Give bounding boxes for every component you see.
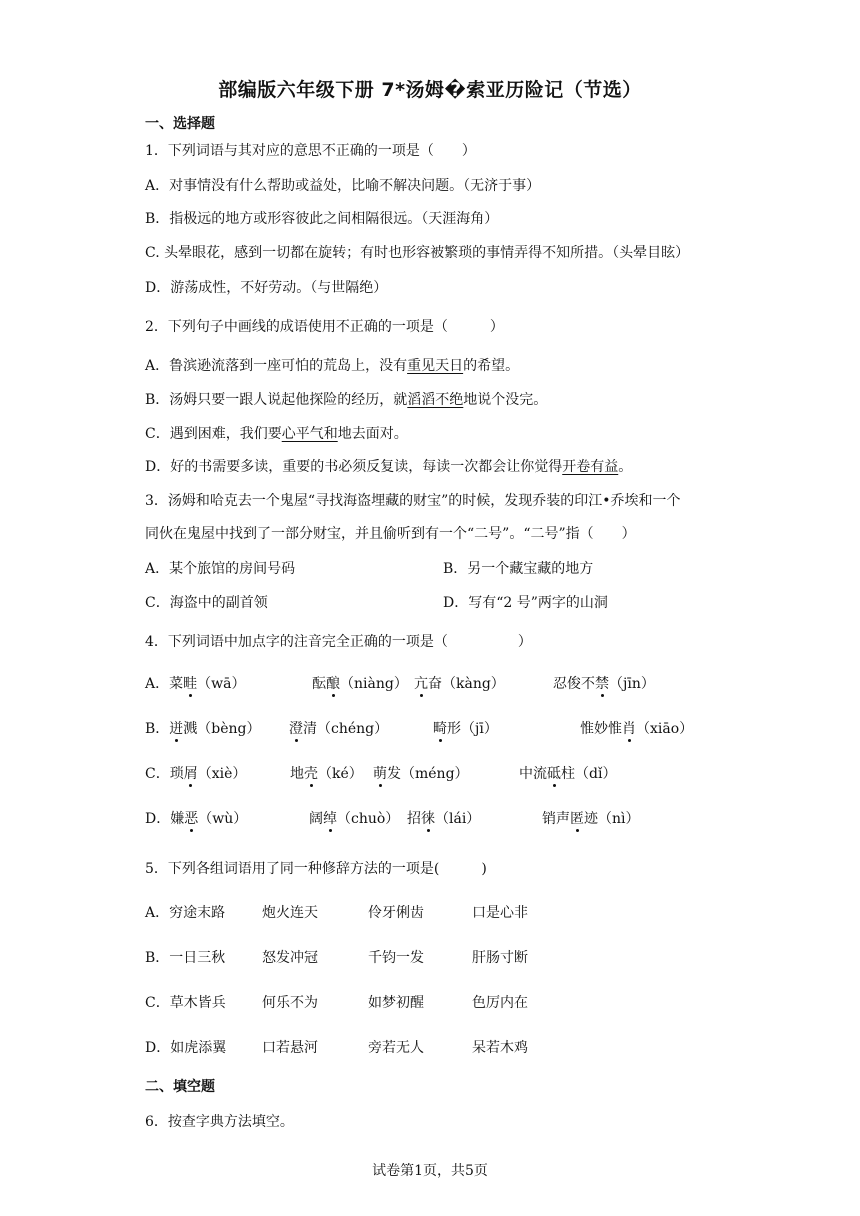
q1-option-b: B．指极远的地方或形容彼此之间相隔很远。（天涯海角）: [145, 211, 499, 227]
q4-a-label: A．: [145, 676, 170, 692]
q5-option-a-2: 炮火连天: [262, 905, 318, 921]
q4-a-pinyin4: （jīn）: [609, 676, 655, 692]
q5-option-d-3: 旁若无人: [368, 1040, 424, 1056]
q5-option-a-3: 伶牙俐齿: [368, 905, 424, 921]
q4-c-pinyin1: （xiè）: [197, 766, 247, 782]
q5-option-b-2: 怒发冲冠: [262, 950, 318, 966]
q4-a-dotted-char4: 禁: [595, 676, 609, 692]
q5-option-d-1: D．如虎添翼: [145, 1040, 227, 1056]
q3-stem-line2: 同伙在鬼屋中找到了一部分财宝，并且偷听到有一个“二号”。“二号”指（ ）: [145, 526, 636, 542]
q6-stem: 6．按查字典方法填空。: [145, 1114, 294, 1130]
q4-option-d-word4: [542, 808, 640, 828]
q4-d-word2: 阔: [309, 811, 323, 827]
q4-option-a-word3: [414, 673, 505, 693]
q4-a-pinyin3: （kàng）: [442, 676, 505, 692]
q2-a-underlined-idiom: 重见天日: [407, 358, 464, 374]
q4-d-word4-end: 迹: [584, 811, 598, 827]
q4-b-pinyin1: （bèng）: [197, 721, 261, 737]
q4-d-label: D．: [145, 811, 171, 827]
section-heading-choice: 一、选择题: [145, 116, 215, 132]
q2-option-a: [145, 355, 519, 375]
q4-c-pinyin2: （ké）: [318, 766, 363, 782]
q4-b-pinyin4: （xiāo）: [636, 721, 694, 737]
q2-d-underlined-idiom: 开卷有益: [562, 459, 619, 475]
q4-d-dotted-char2: 绰: [323, 811, 337, 827]
q1-option-c: C. 头晕眼花，感到一切都在旋转；有时也形容被繁琐的事情弄得不知所措。（头晕目眩）: [145, 245, 690, 261]
q2-c-underlined-idiom: 心平气和: [281, 426, 338, 442]
q4-option-c-word2: [290, 763, 363, 783]
q2-c-text-end: 地去面对。: [337, 426, 408, 442]
q4-a-word3: 奋: [428, 676, 442, 692]
q4-b-word3: 形: [447, 721, 461, 737]
q3-option-a: A．某个旅馆的房间号码: [145, 561, 296, 577]
q4-d-word3: 招: [407, 811, 421, 827]
q1-stem: 1．下列词语与其对应的意思不正确的一项是（ ）: [145, 143, 476, 159]
q5-option-b-3: 千钧一发: [368, 950, 424, 966]
q4-d-pinyin3: （lái）: [435, 811, 481, 827]
q5-stem: 5．下列各组词语用了同一种修辞方法的一项是( ): [145, 861, 487, 877]
q4-option-c-word3: [373, 763, 469, 783]
q3-option-b: B．另一个藏宝藏的地方: [443, 561, 594, 577]
q2-a-text-end: 的希望。: [463, 358, 520, 374]
q4-a-dotted-char1: 畦: [183, 676, 198, 692]
q4-option-b: [145, 718, 261, 738]
q2-c-text: C．遇到困难，我们要: [145, 426, 282, 442]
q4-c-pinyin4: （dǐ）: [575, 766, 617, 782]
q5-option-a-4: 口是心非: [472, 905, 528, 921]
q4-d-pinyin1: （wù）: [198, 811, 248, 827]
q3-stem-line1: 3．汤姆和哈克去一个鬼屋“寻找海盗埋藏的财宝”的时候，发现乔装的印江•乔埃和一个: [145, 493, 681, 509]
q1-option-a: A．对事情没有什么帮助或益处，比喻不解决问题。（无济于事）: [145, 178, 541, 194]
q2-option-c: [145, 423, 408, 443]
q4-c-dotted-char1: 屑: [183, 766, 198, 782]
q2-b-underlined-idiom: 滔滔不绝: [407, 392, 464, 408]
q4-option-d: [145, 808, 247, 828]
q4-a-word2: 酝: [312, 676, 326, 692]
q2-d-text-end: 。: [618, 459, 633, 475]
q4-option-b-word2: [289, 718, 388, 738]
q4-option-a: [145, 673, 245, 693]
q4-option-a-word4: [553, 673, 655, 693]
q4-a-word4: 忍俊不: [553, 676, 595, 692]
q5-option-d-2: 口若悬河: [262, 1040, 318, 1056]
q4-b-word4: 惟妙惟: [580, 721, 622, 737]
q2-b-text: B．汤姆只要一跟人说起他探险的经历，就: [145, 392, 408, 408]
q4-b-word2: 清: [303, 721, 317, 737]
q4-a-dotted-char2: 酿: [326, 676, 340, 692]
q4-option-a-word2: [312, 673, 408, 693]
section-heading-fill: 二、填空题: [145, 1079, 215, 1095]
q4-option-b-word4: [580, 718, 693, 738]
q5-option-d-4: 呆若木鸡: [472, 1040, 528, 1056]
q4-d-dotted-char3: 徕: [421, 811, 435, 827]
q4-c-word2: 地: [290, 766, 304, 782]
q4-option-d-word3: [407, 808, 480, 828]
q4-c-dotted-char2: 壳: [304, 766, 318, 782]
q4-option-b-word3: [433, 718, 498, 738]
q5-option-a-1: A．穷途末路: [145, 905, 226, 921]
q3-option-d: D．写有“2 号”两字的山洞: [443, 595, 608, 611]
q5-option-c-1: C．草木皆兵: [145, 995, 226, 1011]
q2-option-d: [145, 456, 632, 476]
q4-b-dotted-char2: 澄: [289, 721, 303, 737]
q4-option-c: [145, 763, 246, 783]
q3-option-c: C．海盗中的副首领: [145, 595, 268, 611]
q4-c-word4: 中流: [519, 766, 547, 782]
q4-d-pinyin4: （nì）: [598, 811, 640, 827]
q5-option-c-4: 色厉内在: [472, 995, 528, 1011]
q4-d-dotted-char4: 匿: [570, 811, 584, 827]
q4-b-label: B．: [145, 721, 170, 737]
q4-b-word1: 溅: [183, 721, 198, 737]
q4-c-dotted-char3: 萌: [373, 766, 387, 782]
q4-c-dotted-char4: 砥: [547, 766, 561, 782]
q4-b-dotted-char1: 迸: [169, 721, 184, 737]
q4-stem: 4．下列词语中加点字的注音完全正确的一项是（ ）: [145, 634, 532, 650]
q4-c-word4-end: 柱: [561, 766, 575, 782]
q5-option-c-2: 何乐不为: [262, 995, 318, 1011]
q4-c-pinyin3: （méng）: [401, 766, 469, 782]
q5-option-b-4: 肝肠寸断: [472, 950, 528, 966]
q1-option-d: D．游荡成性，不好劳动。（与世隔绝）: [145, 280, 388, 296]
q4-c-word3: 发: [387, 766, 401, 782]
q4-b-dotted-char3: 畸: [433, 721, 447, 737]
q4-b-dotted-char4: 肖: [622, 721, 636, 737]
q2-b-text-end: 地说个没完。: [463, 392, 548, 408]
q4-a-dotted-char3: 亢: [414, 676, 428, 692]
q4-d-word4: 销声: [542, 811, 570, 827]
q4-option-d-word2: [309, 808, 399, 828]
q4-a-pinyin1: （wā）: [197, 676, 246, 692]
q2-a-text: A．鲁滨逊流落到一座可怕的荒岛上，没有: [145, 358, 408, 374]
q4-a-pinyin2: （niàng）: [340, 676, 408, 692]
page-title: 部编版六年级下册 7*汤姆�索亚历险记（节选）: [218, 79, 642, 101]
q2-option-b: [145, 389, 547, 409]
q4-option-c-word4: [519, 763, 616, 783]
page-footer: 试卷第1页，共5页: [372, 1163, 488, 1179]
q2-stem: 2．下列句子中画线的成语使用不正确的一项是（ ）: [145, 319, 504, 335]
q2-d-text: D．好的书需要多读，重要的书必须反复读，每读一次都会让你觉得: [145, 459, 563, 475]
q4-c-word1: 琐: [169, 766, 184, 782]
q4-d-dotted-char1: 恶: [184, 811, 199, 827]
q5-option-c-3: 如梦初醒: [368, 995, 424, 1011]
q4-a-word1: 菜: [169, 676, 184, 692]
q4-b-pinyin2: （chéng）: [317, 721, 389, 737]
q4-c-label: C．: [145, 766, 170, 782]
q5-option-b-1: B．一日三秋: [145, 950, 226, 966]
q4-b-pinyin3: （jī）: [461, 721, 498, 737]
q4-d-pinyin2: （chuò）: [337, 811, 400, 827]
q4-d-word1: 嫌: [170, 811, 185, 827]
